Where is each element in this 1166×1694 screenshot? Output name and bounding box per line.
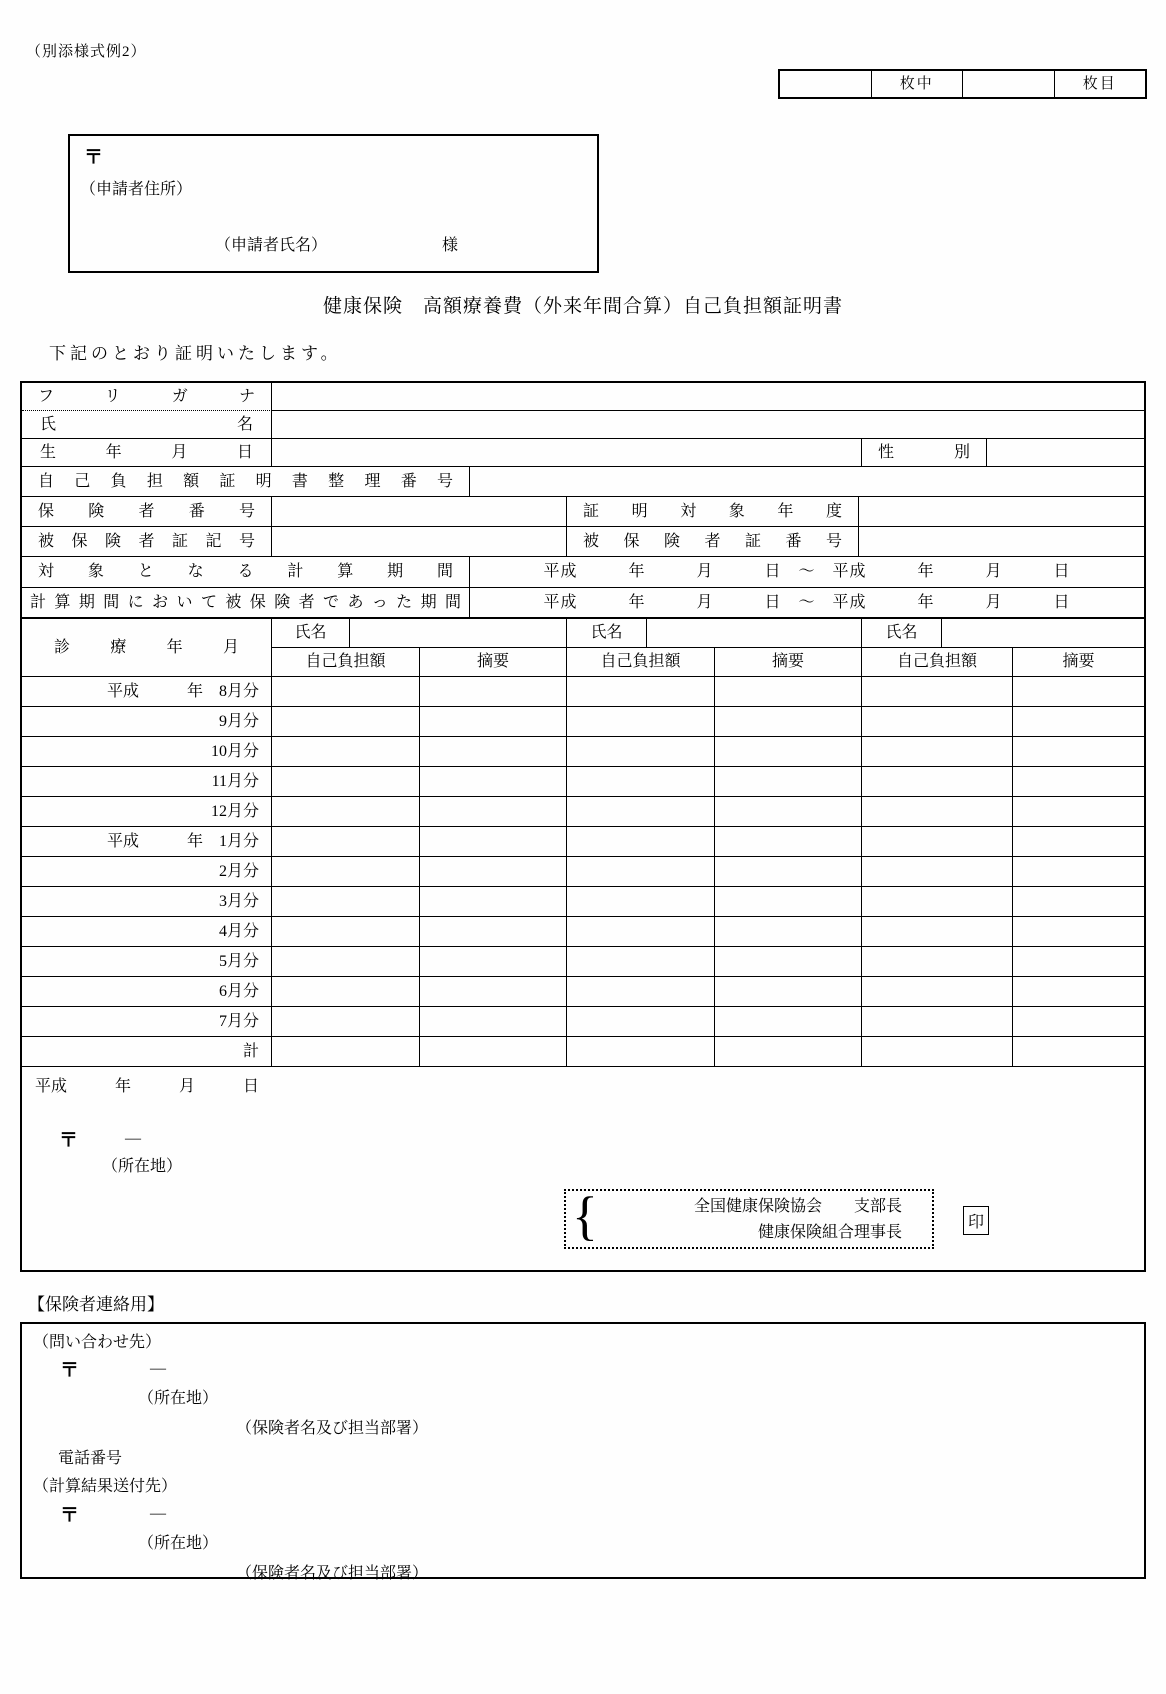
amount-cell xyxy=(862,1037,1013,1066)
insurer-department-label: （保険者名及び担当部署） xyxy=(236,1565,429,1582)
document-title: 健康保険 高額療養費（外来年間合算）自己負担額証明書 xyxy=(322,296,843,317)
note-cell xyxy=(1013,737,1144,766)
note-cell xyxy=(715,737,862,766)
amount-cell xyxy=(862,677,1013,706)
note-cell xyxy=(1013,797,1144,826)
insurer-number-label: 保険者番号 xyxy=(22,497,272,526)
note-cell xyxy=(1013,887,1144,916)
note-cell xyxy=(1013,707,1144,736)
note-cell xyxy=(1013,767,1144,796)
amount-cell xyxy=(272,1037,420,1066)
month-row-label: 2月分 xyxy=(22,857,272,886)
amount-cell xyxy=(862,737,1013,766)
note-cell xyxy=(420,707,567,736)
note-cell xyxy=(420,827,567,856)
amount-cell xyxy=(862,767,1013,796)
postal-code-dash: — xyxy=(150,1505,166,1522)
treatment-month-label: 診療年月 xyxy=(22,619,272,676)
issuer-section xyxy=(22,1067,1144,1281)
note-cell xyxy=(1013,917,1144,946)
note-cell xyxy=(715,707,862,736)
location-label: （所在地） xyxy=(138,1390,219,1407)
person1-amount-label: 自己負担額 xyxy=(272,648,420,676)
person2-amount-label: 自己負担額 xyxy=(567,648,715,676)
certificate-serial-label: 自己負担額証明書整理番号 xyxy=(22,467,470,496)
amount-cell xyxy=(272,857,420,886)
amount-cell xyxy=(567,827,715,856)
amount-cell xyxy=(567,737,715,766)
note-cell xyxy=(1013,1007,1144,1036)
amount-cell xyxy=(567,797,715,826)
month-row-label: 9月分 xyxy=(22,707,272,736)
amount-cell xyxy=(272,947,420,976)
issuer-org-line1: 全国健康保険協会 支部長 xyxy=(693,1198,902,1215)
person1-name-field xyxy=(350,619,567,647)
issue-date-line: 平成 年 月 日 xyxy=(35,1078,260,1095)
applicant-address-label: （申請者住所） xyxy=(80,181,193,198)
certified-year-label: 証明対象年度 xyxy=(567,497,859,526)
furigana-row xyxy=(22,383,1144,411)
sheet-total-field xyxy=(780,71,872,97)
note-cell xyxy=(715,1037,862,1066)
amount-cell xyxy=(862,977,1013,1006)
amount-cell xyxy=(567,767,715,796)
honorific-label: 様 xyxy=(442,237,459,254)
result-destination-label: （計算結果送付先） xyxy=(33,1478,178,1495)
note-cell xyxy=(420,977,567,1006)
postal-mark: 〒 xyxy=(60,1360,80,1381)
person3-name-field xyxy=(942,619,1144,647)
amount-cell xyxy=(272,977,420,1006)
note-cell xyxy=(715,947,862,976)
birthdate-label: 生年月日 xyxy=(22,439,272,466)
postal-code-dash: — xyxy=(125,1130,141,1147)
recipient-address-box xyxy=(68,134,599,273)
amount-cell xyxy=(567,1007,715,1036)
month-row-sep xyxy=(22,707,1144,737)
amount-cell xyxy=(272,887,420,916)
person1-name-label: 氏名 xyxy=(272,619,350,647)
furigana-label: フリガナ xyxy=(22,383,272,411)
insured-period-field: 平成 年 月 日 ～ 平成 年 月 日 xyxy=(543,594,1071,611)
issuer-name-box xyxy=(564,1186,934,1249)
month-row-label: 平成 年 8月分 xyxy=(22,677,272,706)
amount-cell xyxy=(862,707,1013,736)
month-row-jan xyxy=(22,827,1144,857)
note-cell xyxy=(1013,677,1144,706)
person2-name-field xyxy=(647,619,862,647)
name-label: 氏名 xyxy=(22,411,272,438)
month-row-jun xyxy=(22,977,1144,1007)
sex-field xyxy=(987,439,1144,466)
insured-symbol-row xyxy=(22,527,1144,557)
sex-label: 性別 xyxy=(862,439,987,466)
note-cell xyxy=(420,737,567,766)
amount-cell xyxy=(567,1037,715,1066)
note-cell xyxy=(1013,857,1144,886)
month-row-label: 4月分 xyxy=(22,917,272,946)
note-cell xyxy=(420,947,567,976)
sheet-number-label: 枚目 xyxy=(1082,76,1117,92)
certified-year-field xyxy=(859,497,1144,526)
issuer-org-names xyxy=(694,1194,902,1246)
person2-note-label: 摘要 xyxy=(715,648,862,676)
amount-cell xyxy=(862,887,1013,916)
amount-cell xyxy=(862,857,1013,886)
birthdate-field xyxy=(272,439,862,466)
note-cell xyxy=(420,887,567,916)
insured-number-field xyxy=(859,527,1144,556)
person3-note-label: 摘要 xyxy=(1062,653,1095,670)
calc-period-field: 平成 年 月 日 ～ 平成 年 月 日 xyxy=(543,563,1071,580)
note-cell xyxy=(1013,827,1144,856)
inquiry-label: （問い合わせ先） xyxy=(33,1334,162,1351)
month-row-label: 6月分 xyxy=(22,977,272,1006)
insured-symbol-label: 被保険者証記号 xyxy=(22,527,272,556)
name-row xyxy=(22,411,1144,439)
month-row-label: 11月分 xyxy=(22,767,272,796)
insurer-contact-heading: 【保険者連絡用】 xyxy=(28,1295,164,1314)
note-cell xyxy=(715,857,862,886)
amount-cell xyxy=(567,887,715,916)
postal-mark: 〒 xyxy=(59,1130,79,1151)
person3-amount-label: 自己負担額 xyxy=(862,648,1013,676)
calc-period-label: 対象となる計算期間 xyxy=(22,557,470,587)
month-row-oct xyxy=(22,737,1144,767)
amount-cell xyxy=(272,1007,420,1036)
birthdate-row xyxy=(22,439,1144,467)
amount-cell xyxy=(567,947,715,976)
month-row-dec xyxy=(22,797,1144,827)
total-row xyxy=(22,1037,1144,1067)
person-columns-header xyxy=(272,619,1144,676)
sheet-counter xyxy=(778,69,1147,99)
amount-cell xyxy=(272,827,420,856)
amount-cell xyxy=(272,917,420,946)
amount-cell xyxy=(862,1007,1013,1036)
month-row-aug xyxy=(22,677,1144,707)
issuer-org-line2: 健康保険組合理事長 xyxy=(757,1224,902,1241)
note-cell xyxy=(715,767,862,796)
person1-note-label: 摘要 xyxy=(420,648,567,676)
amount-cell xyxy=(272,707,420,736)
month-row-nov xyxy=(22,767,1144,797)
note-cell xyxy=(420,917,567,946)
month-row-label: 7月分 xyxy=(22,1007,272,1036)
postal-code-dash: — xyxy=(150,1360,166,1377)
note-cell xyxy=(420,1007,567,1036)
certificate-serial-row xyxy=(22,467,1144,497)
brace-decoration: { xyxy=(572,1186,598,1246)
name-field xyxy=(272,411,1144,438)
amount-cell xyxy=(862,827,1013,856)
note-cell xyxy=(1013,947,1144,976)
note-cell xyxy=(1013,977,1144,1006)
amount-cell xyxy=(567,677,715,706)
insurer-department-label: （保険者名及び担当部署） xyxy=(236,1420,429,1437)
insurer-number-row xyxy=(22,497,1144,527)
insured-period-label: 計算期間において被保険者であった期間 xyxy=(22,588,470,617)
month-row-label: 10月分 xyxy=(22,737,272,766)
person3-name-label: 氏名 xyxy=(862,619,942,647)
insured-period-row xyxy=(22,588,1144,619)
amount-cell xyxy=(862,917,1013,946)
insured-number-label: 被保険者証番号 xyxy=(567,527,859,556)
note-cell xyxy=(715,887,862,916)
sheet-total-label: 枚中 xyxy=(872,71,964,97)
note-cell xyxy=(715,977,862,1006)
issuer-location-label: （所在地） xyxy=(102,1158,183,1175)
note-cell xyxy=(715,797,862,826)
note-cell xyxy=(715,677,862,706)
amount-cell xyxy=(862,797,1013,826)
location-label: （所在地） xyxy=(138,1535,219,1552)
calc-period-row xyxy=(22,557,1144,588)
furigana-field xyxy=(272,383,1144,411)
note-cell xyxy=(420,767,567,796)
person2-name-label: 氏名 xyxy=(567,619,647,647)
amount-cell xyxy=(272,767,420,796)
sheet-number-field xyxy=(963,71,1055,97)
month-row-apr xyxy=(22,917,1144,947)
applicant-name-label: （申請者氏名） xyxy=(215,237,328,254)
month-row-label: 5月分 xyxy=(22,947,272,976)
amount-cell xyxy=(272,737,420,766)
note-cell xyxy=(715,917,862,946)
note-cell xyxy=(1013,1037,1144,1066)
insurer-contact-box xyxy=(20,1322,1146,1582)
postal-mark: 〒 xyxy=(84,147,104,168)
month-row-label: 平成 年 1月分 xyxy=(22,827,272,856)
month-row-feb xyxy=(22,857,1144,887)
certificate-serial-field xyxy=(470,467,1144,496)
form-style-note: （別添様式例2） xyxy=(26,44,147,60)
month-row-mar xyxy=(22,887,1144,917)
note-cell xyxy=(420,857,567,886)
amount-cell xyxy=(567,707,715,736)
certify-statement: 下記のとおり証明いたします。 xyxy=(49,344,342,363)
note-cell xyxy=(715,1007,862,1036)
postal-mark: 〒 xyxy=(60,1505,80,1526)
amount-cell xyxy=(567,857,715,886)
note-cell xyxy=(420,677,567,706)
month-row-jul xyxy=(22,1007,1144,1037)
amount-cell xyxy=(567,977,715,1006)
note-cell xyxy=(420,797,567,826)
amount-cell xyxy=(862,947,1013,976)
note-cell xyxy=(420,1037,567,1066)
seal-mark: 印 xyxy=(963,1206,989,1235)
amount-cell xyxy=(272,797,420,826)
certificate-table xyxy=(20,381,1146,1272)
insurer-number-field xyxy=(272,497,567,526)
note-cell xyxy=(715,827,862,856)
person-name-header-row xyxy=(272,619,1144,648)
month-row-may xyxy=(22,947,1144,977)
phone-number-label: 電話番号 xyxy=(58,1450,123,1467)
insured-symbol-field xyxy=(272,527,567,556)
amount-cell xyxy=(272,677,420,706)
amount-note-header-row xyxy=(272,648,1144,676)
total-row-label: 計 xyxy=(22,1037,272,1066)
monthly-header-row xyxy=(22,619,1144,677)
month-row-label: 3月分 xyxy=(22,887,272,916)
amount-cell xyxy=(567,917,715,946)
month-row-label: 12月分 xyxy=(22,797,272,826)
